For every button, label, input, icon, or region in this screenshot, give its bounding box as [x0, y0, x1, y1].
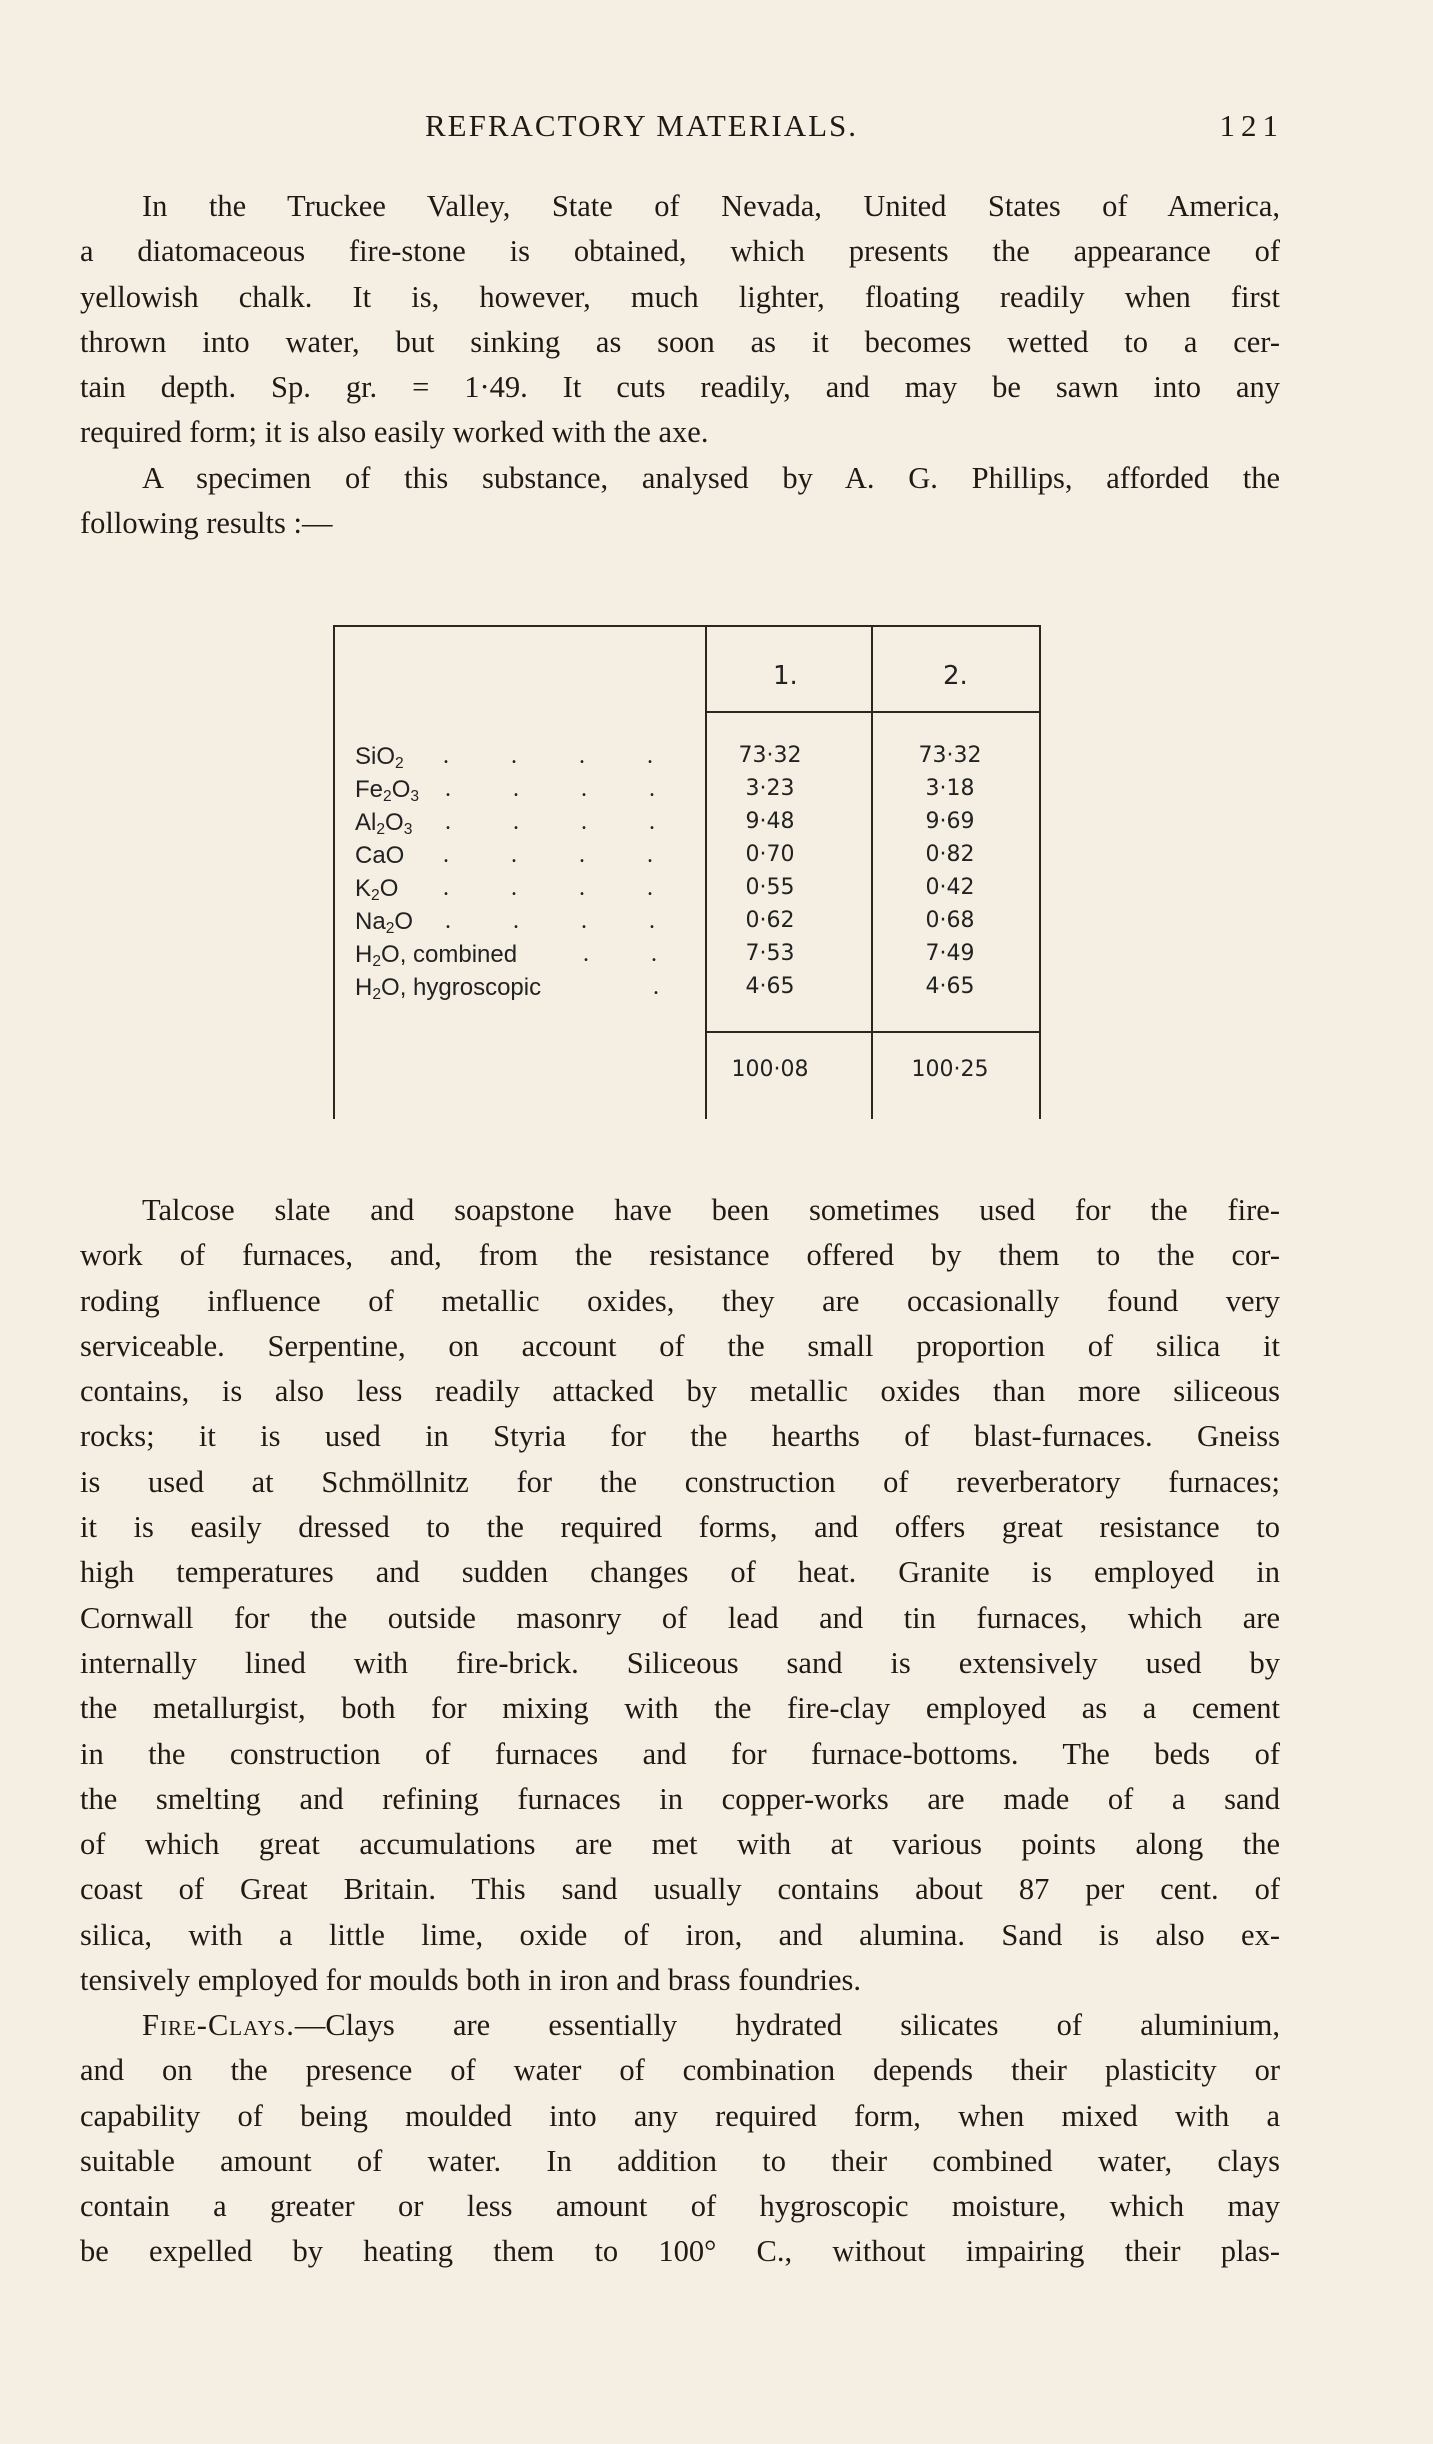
leader-dots: .	[653, 974, 687, 1000]
table-row	[333, 908, 1041, 941]
text-line: Talcose slate and soapstone have been sometimes used for the fire-	[142, 1193, 1280, 1227]
text-line: silica, with a little lime, oxide of iron, and alumina. Sand is also ex-	[80, 1917, 1280, 1952]
paragraph-truckee-valley	[80, 184, 1280, 456]
text-line: contain a greater or less amount of hygroscopic moisture, which may	[80, 2189, 1280, 2224]
text-line: contains, is also less readily attacked by metallic oxides than more siliceous	[80, 1374, 1280, 1409]
total-col-2: 100·25	[911, 1057, 989, 1082]
page-number: 121	[1219, 108, 1284, 143]
compound-label: $Fe_2O_3$	[355, 776, 420, 805]
text-line: the metallurgist, both for mixing with the fire-clay employed as a cement	[80, 1691, 1280, 1726]
paragraph-fire-clays	[80, 2003, 1280, 2275]
value-col-2: 9·69	[925, 809, 975, 834]
value-col-2: 7·49	[925, 941, 975, 966]
text-line: Fire-Clays.—Clays are essentially hydrated silicates of aluminium,	[142, 2008, 1280, 2042]
running-title: REFRACTORY MATERIALS.	[425, 108, 859, 143]
value-col-1: 3·23	[745, 776, 795, 801]
text-line: suitable amount of water. In addition to their combined water, clays	[80, 2143, 1280, 2178]
table-sum-rule	[705, 1031, 1041, 1033]
text-line: tain depth. Sp. gr. = 1·49. It cuts readily, and may be sawn into any	[80, 370, 1280, 405]
table-top-rule	[333, 625, 1041, 627]
value-col-2: 3·18	[925, 776, 975, 801]
value-col-2: 73·32	[918, 743, 982, 768]
analysis-table	[333, 625, 1041, 1119]
text-line: and on the presence of water of combination depends their plasticity or	[80, 2053, 1280, 2088]
value-col-1: 0·62	[745, 908, 795, 933]
leader-dots: . . . .	[443, 743, 681, 769]
value-col-1: 0·70	[745, 842, 795, 867]
table-row	[333, 875, 1041, 908]
text-line: rocks; it is used in Styria for the hearths of blast-furnaces. Gneiss	[80, 1419, 1280, 1454]
column-header-2: 2.	[943, 661, 968, 691]
table-row	[333, 776, 1041, 809]
text-line: in the construction of furnaces and for furnace-bottoms. The beds of	[80, 1736, 1280, 1771]
text-line: Cornwall for the outside masonry of lead and tin furnaces, which are	[80, 1600, 1280, 1635]
text-line: required form; it is also easily worked with the axe.	[80, 415, 709, 450]
text-line: it is easily dressed to the required forms, and offers great resistance to	[80, 1510, 1280, 1545]
text-line: serviceable. Serpentine, on account of the small proportion of silica it	[80, 1328, 1280, 1363]
text-line: a diatomaceous fire-stone is obtained, which presents the appearance of	[80, 234, 1280, 269]
leader-dots: . . . .	[445, 908, 683, 934]
compound-label: $H_2O$, hygroscopic	[355, 974, 542, 1003]
text-line: tensively employed for moulds both in iron and brass foundries.	[80, 1963, 862, 1998]
text-line: be expelled by heating them to 100° C., without impairing their plas-	[80, 2234, 1280, 2269]
paragraph-talcose-slate	[80, 1188, 1280, 2003]
table-row	[333, 842, 1041, 875]
compound-label: CaO	[355, 842, 405, 869]
text-line: following results :—	[80, 506, 333, 541]
text-line: high temperatures and sudden changes of heat. Granite is employed in	[80, 1555, 1280, 1590]
compound-label: $K_2O$	[355, 875, 399, 904]
value-col-1: 0·55	[745, 875, 795, 900]
text-line: roding influence of metallic oxides, they are occasionally found very	[80, 1283, 1280, 1318]
text-line: is used at Schmöllnitz for the construction of reverberatory furnaces;	[80, 1464, 1280, 1499]
text-line: capability of being moulded into any required form, when mixed with a	[80, 2098, 1280, 2133]
table-header-rule	[705, 711, 1041, 713]
value-col-1: 73·32	[738, 743, 802, 768]
text-line: coast of Great Britain. This sand usually contains about 87 per cent. of	[80, 1872, 1280, 1907]
text-line: yellowish chalk. It is, however, much lighter, floating readily when first	[80, 279, 1280, 314]
page-header	[80, 108, 1284, 158]
value-col-1: 4·65	[745, 974, 795, 999]
value-col-1: 7·53	[745, 941, 795, 966]
table-row	[333, 941, 1041, 974]
value-col-2: 4·65	[925, 974, 975, 999]
text-line: In the Truckee Valley, State of Nevada, United States of America,	[142, 189, 1280, 223]
leader-dots: . . . .	[445, 809, 683, 835]
total-col-1: 100·08	[731, 1057, 809, 1082]
text-line: of which great accumulations are met with at various points along the	[80, 1827, 1280, 1862]
paragraph-specimen	[80, 456, 1280, 547]
text-line: thrown into water, but sinking as soon as it becomes wetted to a cer-	[80, 324, 1280, 359]
compound-label: $Na_2O$	[355, 908, 414, 937]
table-row	[333, 743, 1041, 776]
leader-dots: . .	[583, 941, 685, 967]
value-col-2: 0·68	[925, 908, 975, 933]
text-line: internally lined with fire-brick. Siliceous sand is extensively used by	[80, 1645, 1280, 1680]
value-col-2: 0·42	[925, 875, 975, 900]
value-col-1: 9·48	[745, 809, 795, 834]
text-line: work of furnaces, and, from the resistance offered by them to the cor-	[80, 1238, 1280, 1273]
leader-dots: . . . .	[443, 875, 681, 901]
table-row	[333, 974, 1041, 1007]
text-line: A specimen of this substance, analysed by A. G. Phillips, afforded the	[142, 461, 1280, 495]
value-col-2: 0·82	[925, 842, 975, 867]
compound-label: SiO$_2$	[355, 743, 404, 772]
table-row	[333, 809, 1041, 842]
compound-label: $Al_2O_3$	[355, 809, 413, 838]
section-heading: Fire-Clays.	[142, 2008, 295, 2042]
text-line: the smelting and refining furnaces in copper-works are made of a sand	[80, 1781, 1280, 1816]
column-header-1: 1.	[773, 661, 798, 691]
leader-dots: . . . .	[445, 776, 683, 802]
leader-dots: . . . .	[443, 842, 681, 868]
compound-label: $H_2O$, combined	[355, 941, 518, 970]
